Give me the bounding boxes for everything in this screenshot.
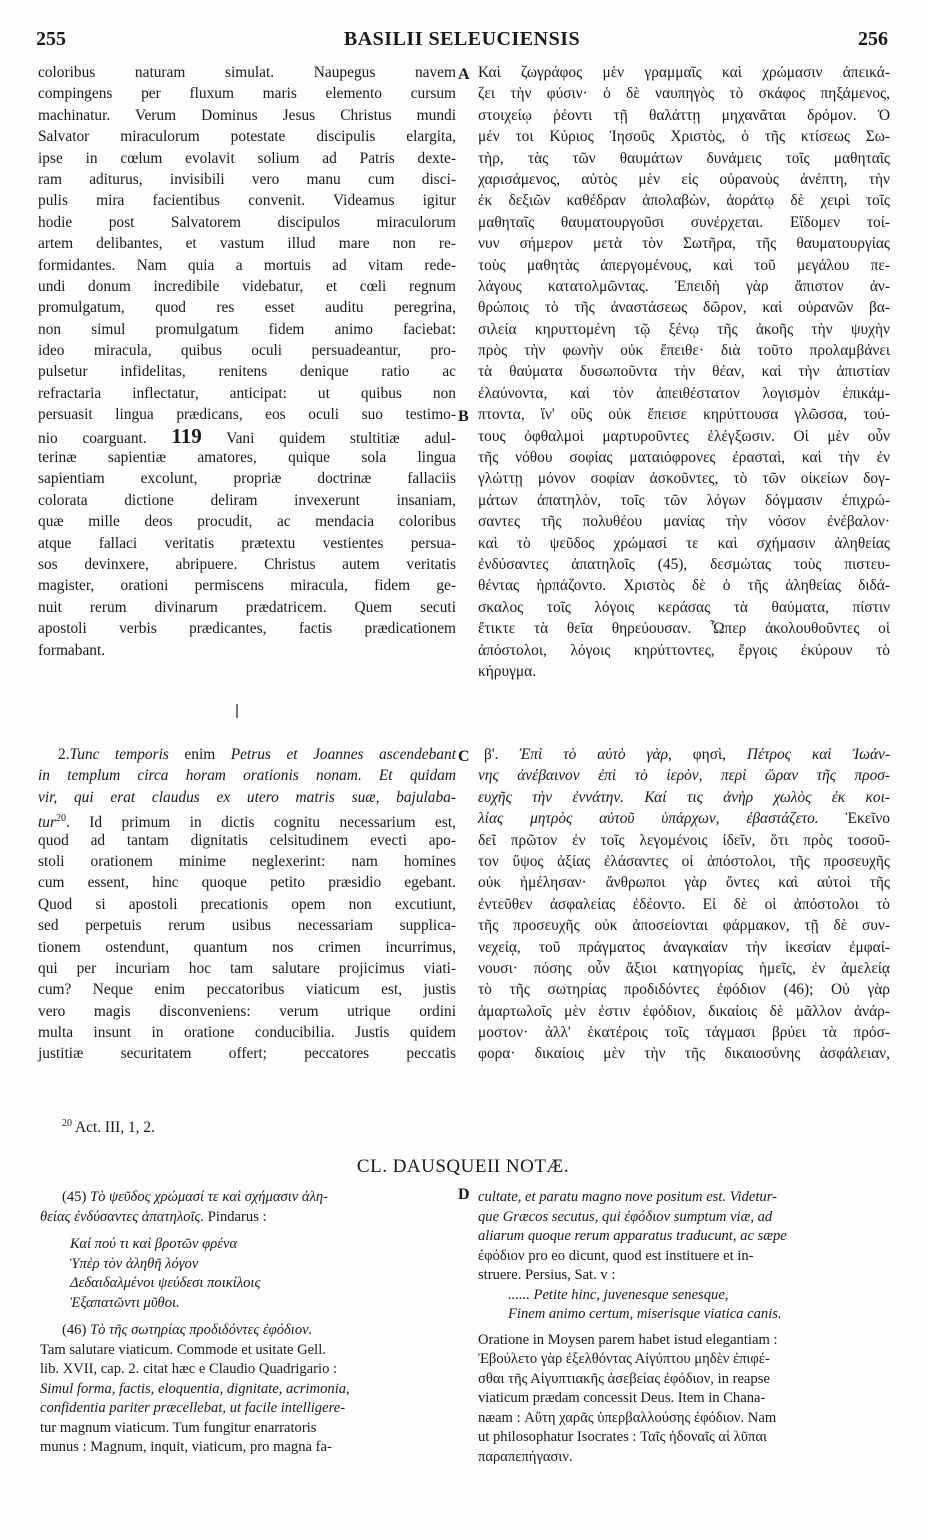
text-fragment: φησὶ, [692,746,726,763]
margin-marker-d: D [458,1186,470,1203]
text-line: τους ὀφθαλμοὶ μαρτυροῦντες ἐλέγξωσιν. Οἱ μὲν οὖν [478,427,890,445]
text-line: compingens per fluxum maris elemento cursum [38,85,456,103]
text-line: sed perpetuis rerum usibus necessariam supplica- [38,917,456,935]
text-line: λάγους κατατολμῶντας. Ἐπειδὴ γὰρ ἄπιστον ἀν- [478,277,890,295]
text-line: in templum circa horam orationis nonam. Et quidam [38,767,456,785]
text-line: artem delibantes, et vastum illud mare non re- [38,235,456,253]
footnote-ref: 20 [55,813,66,825]
text-line: Tam salutare viaticum. Commode et usitate Gell. [40,1341,326,1358]
spacer [62,1227,456,1235]
text-line: χαρισάμενος, αὐτὸς μὲν εἰς οὐρανοὺς ἀνέπτη, τὴν [478,170,890,188]
text-line: ἐφόδιον pro eo dicunt, quod est instituere et in- [478,1247,754,1264]
latin-column [38,62,456,661]
text-line: ram aditurus, invisibili vero manu cum disci- [38,170,456,188]
text-line: παραπεπήγασιν. [478,1448,573,1465]
text-line: ἀπόστολοι, λόγοις κηρύττοντες, ἔργοις ἐκύρουν τὸ [478,641,890,659]
text-line: apostoli verbis prædicantes, factis prædicationem [38,620,456,638]
text-line: colorata dictione deliram invexerunt insaniam, [38,491,456,509]
text-fragment: Tunc temporis [69,746,169,763]
text-line: sos devinxere, abripuere. Christus autem veritatis [38,555,456,573]
text-line: θρώποις τὸ τῆς ἀναστάσεως δῶρον, καὶ οὐρανῶν βα- [478,299,890,317]
text-line: ideo miracula, quibus oculi persuadeantur, pro- [38,342,456,360]
text-line: πτοντα, ἵν' οὓς οὐκ ἔπεισε κηρύττουσα γλῶσσα, τού- [478,406,890,424]
footnote-text: Act. III, 1, 2. [75,1119,155,1137]
text-line: Salvator miraculorum potestate discipulis elargita, [38,128,456,146]
text-fragment: nio coarguant. [38,429,147,447]
text-fragment: Petrus et Joannes ascendebant [230,746,456,763]
text-line: ευχῆς τὴν ἐννάτην. Καί τις ἀνὴρ χωλὸς ἐκ κοι- [478,788,890,806]
text-line: multa insunt in oratione conducibilia. Justis quidem [38,1024,456,1042]
text-line: σαντες τῆς πολυθέου μανίας τὴν νόσον ἐνέβαλον· [478,513,890,531]
text-line: τον ὕψος ἀξίας ἐλάσαντες οἱ ἀπόστολοι, τῆς προσευχῆς [478,852,890,870]
text-fragment: Ἐκεῖνο [845,810,890,828]
text-line: καὶ τὸ ψεῦδος χρώμασί τε καὶ σχήμασιν ἀληθείας [478,534,890,552]
poem-line: Δεδαιδαλμένοι ψεύδεσι ποικίλοις [70,1275,261,1291]
text-line: τῆς νόθου σοφίας ματαιόφρονες ἐρασταὶ, καὶ τὴν ἐν [478,449,890,467]
poem-line: Ὑπὲρ τὸν ἀληθῆ λόγον [70,1255,199,1272]
latin-paragraph-2 [38,744,456,1065]
text-line: θέντας ἡρπάζοντο. Χριστὸς δὲ ὁ τῆς ἀληθείας διδά- [478,577,890,595]
text-line [62,1321,456,1341]
text-line: ἁμαρτωλοῖς μὲν ἐστιν ἐφόδιον, δικαίοις δὲ μᾶλλον ἀνάρ- [478,1002,890,1020]
text-line: Ἐβούλετο γὰρ ἐξελθόντας Αἰγύπτου μηδὲν ἐπιφέ- [478,1351,770,1367]
text-line: πρὸς τὴν φωνὴν οὐκ ἔπειθε· διὰ τοῦτο προλαμβάνει [478,342,890,360]
text-line: lib. XVII, cap. 2. citat hæc e Claudio Quadrigario : [40,1361,338,1377]
spacer [62,1313,456,1321]
text-line: aliarum quoque rerum apparatus traducunt, ac sæpe [478,1228,787,1244]
column-number: 119 [171,423,202,448]
text-line [38,808,456,832]
poem-line: Καί πού τι καὶ βροτῶν φρένα [70,1236,238,1252]
text-line: atque fallaci veritatis prætextu vestientes persua- [38,534,456,552]
text-line: ἐνδύσαντες ἀπατηλοῖς (45), δεσμώτας τοὺς πιστευ- [478,555,890,573]
text-line: σθαι τῆς Αἰγυπτιακῆς ἀσεβείας ἐφόδιον, in reapse [478,1370,770,1387]
text-line: munus : Magnum, inquit, viaticum, pro magna fa- [40,1439,332,1455]
text-line: confidentia pariter præcellebat, ut facile intelligere- [40,1400,346,1416]
text-line: undi donum incredibile videbatur, et cœli regnum [38,277,456,295]
page-header [36,28,888,54]
text-line: tur magnum viaticum. Tum fungitur enarratoris [40,1419,317,1436]
text-line: τὸ τῆς σωτηρίας προδιδόντες ἐφόδιον (46); Οὐ γὰρ [478,981,890,999]
text-line: cultate, et paratu magno nove positum est. Videtur- [478,1189,777,1205]
text-line: pulsetur infidelitas, renitens denique ratio ac [38,363,456,381]
text-line: nuit rerum divinarum prædatricem. Quem secuti [38,598,456,616]
text-line [38,744,456,765]
notes-title: CL. DAUSQUEII NOTÆ. [356,1156,570,1177]
text-line: Quod si apostoli precationis opem non excutiunt, [38,895,456,913]
text-line: stoli orationem minime neglexerint: nam homines [38,852,456,870]
page-number-left: 255 [36,28,66,50]
text-line [478,808,890,829]
text-fragment: Τὸ ψεῦδος χρώμασί τε καὶ σχήμασιν ἀλη- [89,1189,328,1205]
greek-column [478,62,890,682]
text-line: μέν τοι Κύριος Ἰησοῦς Χριστὸς, ὁ τῆς κτίσεως Σω- [478,128,890,146]
text-line: μαθηταῖς θαυματουργοῦσι συνέρχεται. Εἴδομεν τοί- [478,213,890,231]
text-line: Simul forma, factis, eloquentia, dignitate, acrimonia, [40,1380,350,1397]
paragraph-number: 2. [58,746,70,763]
poem-line: Finem animo certum, miserisque viatica canis. [508,1306,782,1322]
text-line [478,744,890,765]
poem-line: Ἐξαπατῶντι μῦθοι. [70,1294,180,1311]
margin-marker-c: C [458,748,470,765]
footnote [62,1118,155,1137]
text-fragment: enim [184,746,216,763]
margin-marker-a: A [458,66,470,83]
greek-paragraph-2 [478,744,890,1065]
text-line: τοὺς μαθητὰς ἀπεργομένους, καὶ τοῦ μεγάλου πε- [478,256,890,274]
text-line: terinæ sapientiæ amatores, quique sola lingua [38,449,456,467]
text-line: hodie post Salvatorem discipulos miraculorum [38,213,456,231]
note-number: (45) [62,1189,87,1205]
text-line: ζει τὴν φύσιν· ὁ δὲ ναυπηγὸς τὸ σκάφος πηξάμενος, [478,85,890,103]
text-fragment: Pindarus : [207,1208,267,1225]
text-line: μάτων ἀπατηλὸν, τοῖς τῶν λόγων δόγμασιν ἐπιχρώ- [478,491,890,509]
text-line: que Græcos secutus, qui ἐφόδιον sumptum viæ, ad [478,1208,773,1225]
text-line: quæ mille deos procudit, ac mendacia coloribus [38,513,456,531]
text-line: σκαλος τοῖς λόγοις κεράσας τὰ θαύματα, πίστιν [478,598,890,616]
text-line: ἔτικτε τὰ θεῖα θηρεύουσαν. Ὧπερ ἀκολουθοῦντες οἱ [478,620,890,638]
text-line: μοστον· ἀλλ' ἑκατέροις τοῖς τάγμασι βρύει τὰ πρόσ- [478,1024,890,1042]
text-line: σιλεία κηρυττομένη τῷ ξένῳ τῆς ἀκοῆς τὴν ψυχὴν [478,320,890,338]
text-fragment: Vani quidem stultitiæ adul- [226,429,456,447]
margin-mark [236,704,238,718]
text-line: ἐλαύνοντα, καὶ τὸν ἀπειθέστατον λογισμὸν ἐπικάμ- [478,384,890,402]
text-fragment: tur [38,814,56,832]
text-fragment: Τὸ τῆς σωτηρίας προδιδόντες ἐφόδιον. [89,1322,313,1338]
text-line: δεῖ πρῶτον ἐν τοῖς λεγομένοις ἰδεῖν, ὅτι πρὸς τοσοῦ- [478,831,890,849]
text-line: quod ad tantam dignitatis celsitudinem evecti apo- [38,831,456,849]
text-fragment: λίας μητρὸς αὐτοῦ ὑπάρχων, ἐβαστάζετο. [478,810,819,828]
footnote-number: 20 [62,1118,72,1129]
text-line: refractaria inflectatur, anticipat: ut quibus non [38,384,456,402]
text-line: machinatur. Verum Dominus Jesus Christus mundi [38,106,456,124]
notes-left [40,1188,456,1458]
text-line: κήρυγμα. [478,662,537,680]
poem-line: ...... Petite hinc, juvenesque senesque, [508,1286,729,1303]
text-line: vir, qui erat claudus ex utero matris suæ, bajulaba- [38,788,456,806]
text-line: ἐκ δεξιῶν καθέδραν ἀπολαβὼν, ἀοράτῳ δὲ χειρὶ τοῖς [478,192,890,210]
text-line: sapientiam excolunt, propriæ doctrinæ fallaciis [38,470,456,488]
text-line: γλώττῃ μόνον σοφίαν ἀσκοῦντες, τὸ τῶν οἰκείων δογ- [478,470,890,488]
page-number-right: 256 [858,28,888,50]
text-line: tionem ostendunt, quantum nos crimen incurrimus, [38,938,456,956]
text-line: ipse in cœlum evolavit solium ad Patris dexte- [38,149,456,167]
text-line: νεχείᾳ, τοῦ πράγματος ἀναγκαίαν τὴν ἱκεσίαν ἐμφαί- [478,938,890,956]
text-fragment: Ἐπὶ τὸ αὐτὸ γὰρ, [519,746,672,763]
running-title: BASILII SELEUCIENSIS [343,28,581,50]
text-line: formabant. [38,641,106,659]
text-line: persuasit lingua prædicans, eos oculi suo testimo- [38,406,456,424]
text-line: τῆς προσευχῆς οὐκ ἀποσείονται φάρμακον, τῇ δὲ συν- [478,917,890,935]
text-line: viaticum prædam concessit Deus. Item in Chana- [478,1390,766,1406]
text-line: νυν σήμερον μετὰ τὸν Σωτῆρα, τῆς θαυματουργίας [478,235,890,253]
text-line: vero magis disconveniens: verum utrique ordini [38,1002,456,1020]
text-line [40,1208,456,1228]
text-line: non simul promulgatum fidem animo faciebat: [38,320,456,338]
text-line: formidantes. Nam quia a mortuis ad vitam rede- [38,256,456,274]
text-line: promulgatum, quod res esset auditu peregrina, [38,299,456,317]
text-line: cum? Neque enim peccatoribus viaticum est, justis [38,981,456,999]
paragraph-number: β'. [484,746,499,763]
text-line: Καὶ ζωγράφος μὲν γραμμαῖς καὶ χρώμασιν ἀπεικά- [478,64,890,81]
text-line: magister, orationi permiscens miracula, fidem ge- [38,577,456,595]
text-line: νουσι· πόσης οὖν ἄξιοι κατηγορίας ἡμεῖς, ἐν ἀμελείᾳ [478,959,890,977]
text-line: qui per incuriam hoc tam salutare projicimus viati- [38,959,456,977]
text-line: ut philosophatur Isocrates : Ταῖς ἡδοναῖς αἱ λῦπαι [478,1429,767,1445]
text-line: νης ἀνέβαινον ἐπὶ τὸ ἱερὸν, περὶ ὥραν τῆς προσ- [478,767,890,785]
text-line: τὰ θαύματα δυσωποῦντα τὴν θέαν, καὶ τὴν ἀπιστίαν [478,363,890,381]
text-line: φορα· δικαίοις μὲν τὴν τῆς δικαιοσύνης ἀσφάλειαν, [478,1045,890,1063]
text-line: struere. Persius, Sat. v : [478,1267,616,1283]
text-line: στοιχείῳ ῥέοντι τῇ θαλάττῃ μηχανᾶται δρόμον. Ὁ [478,106,890,124]
text-line: justitiæ securitatem offert; peccatores peccatis [38,1045,456,1063]
text-line: ἐντεῦθεν ἀσφαλείας ἐδέοντο. Εἰ δὲ οἱ ἀπόστολοι τὸ [478,895,890,913]
text-line: cum essent, hinc quoque petito præsidio egebant. [38,874,456,892]
text-line [62,1188,456,1208]
text-fragment: Πέτρος καὶ Ἰωάν- [746,746,890,763]
text-line: Oratione in Moysen parem habet istud elegantiam : [478,1331,778,1348]
text-line: pulis mira facientibus convenit. Videamus igitur [38,192,456,210]
text-line: coloribus naturam simulat. Naupegus navem [38,64,456,81]
notes-right [478,1188,890,1467]
text-line: næam : Αὕτη χαρᾶς ὑπερβαλλούσης ἐφόδιον. Nam [478,1409,777,1426]
text-fragment: θείας ἐνδύσαντες ἀπατηλοῖς. [40,1208,205,1225]
note-number: (46) [62,1322,87,1338]
margin-marker-b: B [458,408,469,425]
text-line: οὐκ ἠμέλησαν· ἄνθρωποι γὰρ ὄντες καὶ αὐτοὶ τῆς [478,874,890,892]
text-fragment: . Id primum in dictis cognitu necessarium est, [65,814,456,832]
text-line [38,423,456,448]
text-line: τὴρ, τὰς τῶν θαυμάτων δυνάμεις τοῖς μαθηταῖς [478,149,890,167]
